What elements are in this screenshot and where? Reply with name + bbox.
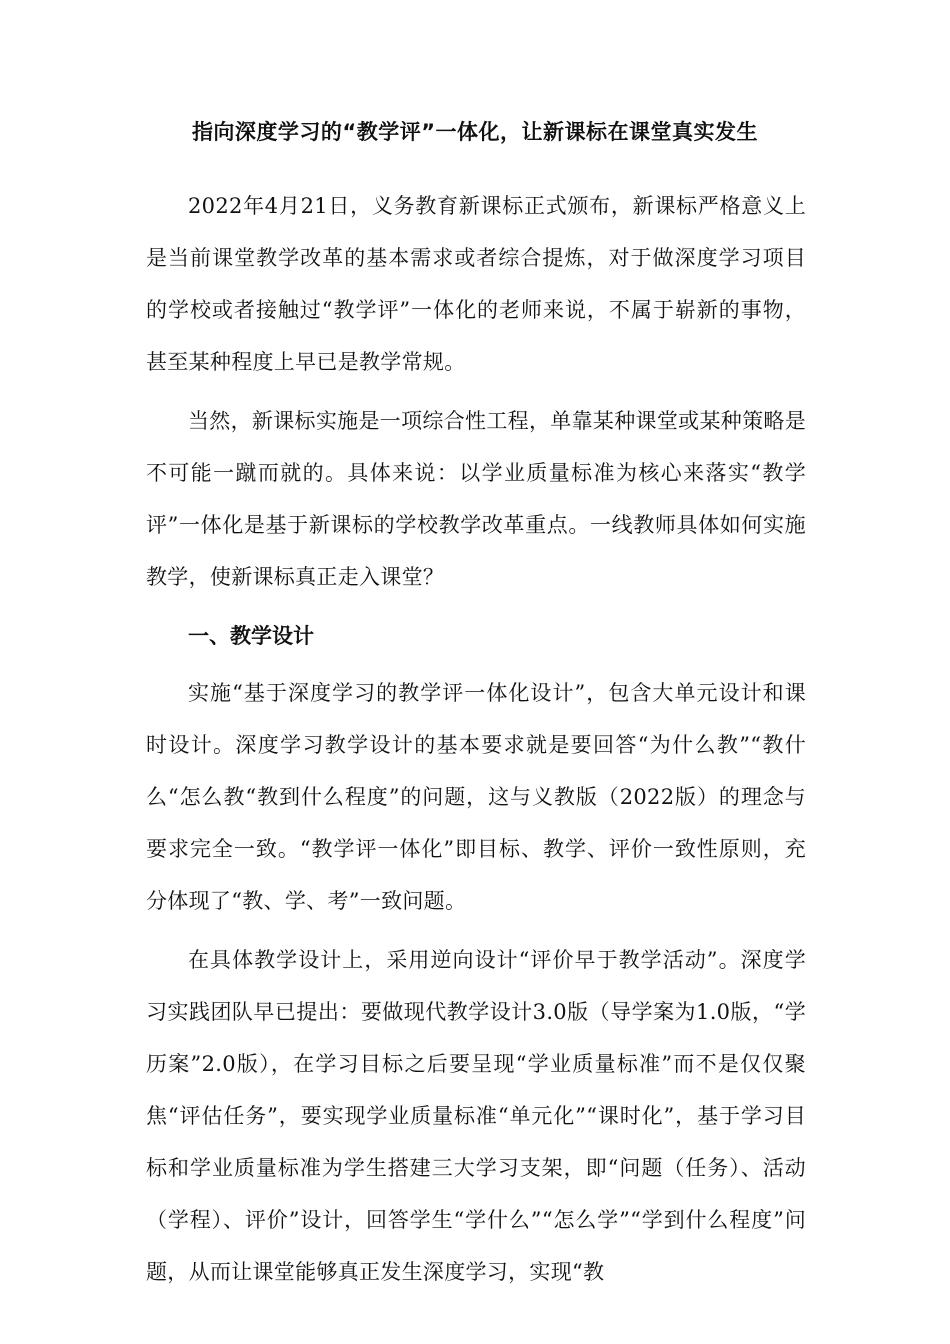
paragraph-design-overview: 实施“基于深度学习的教学评一体化设计”，包含大单元设计和课时设计。深度学习教学设计的基本要求就是要回答“为什么教”“教什么“怎么教“教到什么程度”的问题，这与义教版（2022版）的理念与要求完全一致。“教学评一体化”即目标、教学、评价一致性原则，充分体现了“教、学、考”一致问题。 (146, 681, 806, 913)
section-heading-teaching-design: 一、教学设计 (188, 624, 314, 648)
paragraph-implementation: 当然，新课标实施是一项综合性工程，单靠某种课堂或某种策略是不可能一蹴而就的。具体来说：以学业质量标准为核心来落实“教学评”一体化是基于新课标的学校教学改革重点。一线教师具体如何实施教学，使新课标真正走入课堂？ (146, 409, 806, 589)
paragraph-intro: 2022年4月21日，义务教育新课标正式颁布，新课标严格意义上是当前课堂教学改革的基本需求或者综合提炼，对于做深度学习项目的学校或者接触过“教学评”一体化的老师来说，不属于崭新的事物，甚至某种程度上早已是教学常规。 (146, 194, 806, 374)
document-title: 指向深度学习的“教学评”一体化，让新课标在课堂真实发生 (191, 120, 759, 144)
paragraph-backward-design: 在具体教学设计上，采用逆向设计“评价早于教学活动”。深度学习实践团队早已提出：要做现代教学设计3.0版（导学案为1.0版，“学历案”2.0版），在学习目标之后要呈现“学业质量标准”而不是仅仅聚焦“评估任务”，要实现学业质量标准“单元化”“课时化”，基于学习目标和学业质量标准为学生搭建三大学习支架，即“问题（任务）、活动（学程）、评价”设计，回答学生“学什么”“怎么学”“学到什么程度”问题，从而让课堂能够真正发生深度学习，实现“教 (146, 948, 806, 1284)
document-body (146, 180, 806, 1305)
